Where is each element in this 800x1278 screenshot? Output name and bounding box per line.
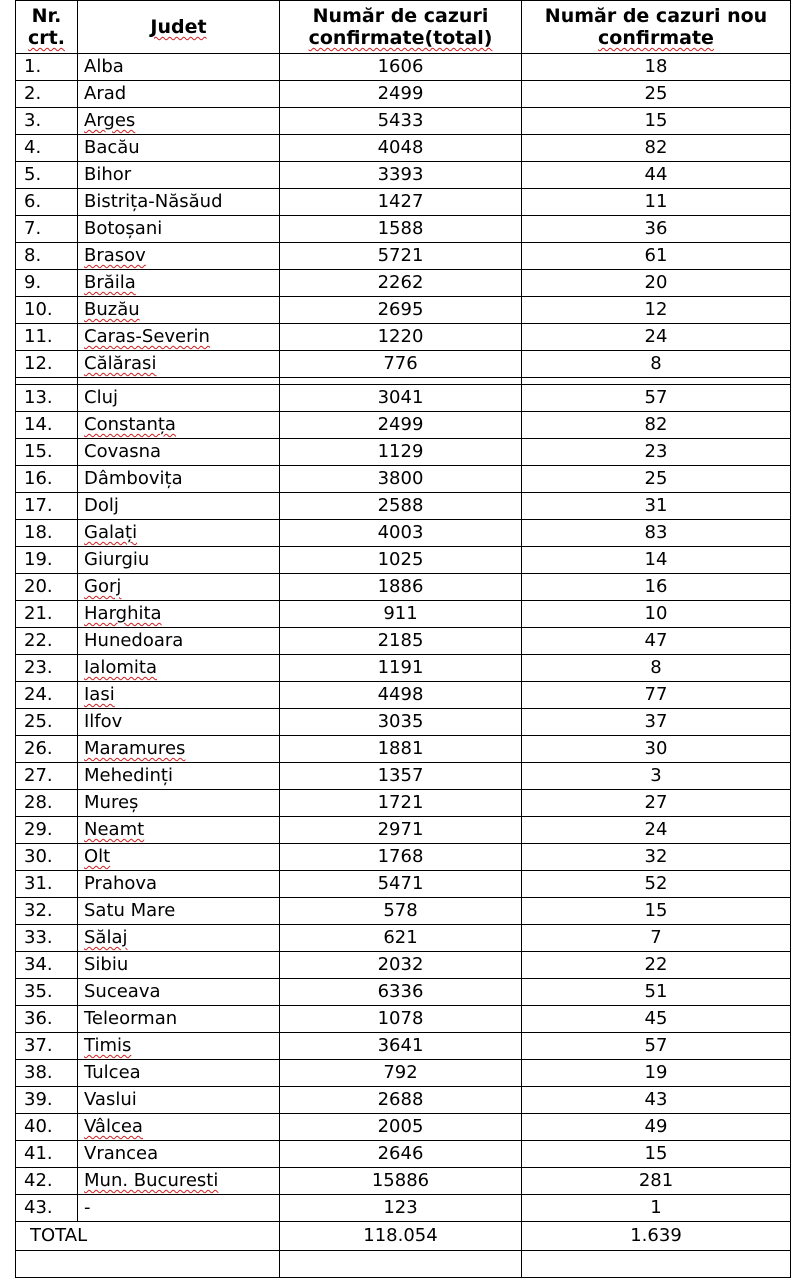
row-number: 27.	[16, 763, 78, 790]
county-name: Vaslui	[78, 1087, 280, 1114]
table-row	[16, 790, 791, 817]
row-number: 37.	[16, 1033, 78, 1060]
new-cases: 25	[522, 466, 791, 493]
total-cases: 3035	[280, 709, 522, 736]
table-row	[16, 1195, 791, 1222]
table-header-row	[16, 1, 791, 54]
table-row	[16, 81, 791, 108]
table-row	[16, 1033, 791, 1060]
county-name: Botoșani	[78, 216, 280, 243]
table-row	[16, 844, 791, 871]
total-cases: 2185	[280, 628, 522, 655]
row-number: 32.	[16, 898, 78, 925]
total-cases: 2032	[280, 952, 522, 979]
row-number: 26.	[16, 736, 78, 763]
row-number: 7.	[16, 216, 78, 243]
county-name: Bacău	[78, 135, 280, 162]
county-name: Arad	[78, 81, 280, 108]
new-cases: 36	[522, 216, 791, 243]
table-row	[16, 979, 791, 1006]
total-cases: 1191	[280, 655, 522, 682]
county-name: Dolj	[78, 493, 280, 520]
new-cases: 14	[522, 547, 791, 574]
new-cases: 16	[522, 574, 791, 601]
new-cases: 8	[522, 655, 791, 682]
new-cases: 57	[522, 1033, 791, 1060]
row-number: 24.	[16, 682, 78, 709]
new-cases: 281	[522, 1168, 791, 1195]
total-cases: 2695	[280, 297, 522, 324]
row-number: 23.	[16, 655, 78, 682]
county-name: Ilfov	[78, 709, 280, 736]
new-cases: 51	[522, 979, 791, 1006]
county-name: Mehedinți	[78, 763, 280, 790]
row-number: 14.	[16, 412, 78, 439]
table-row	[16, 108, 791, 135]
new-cases: 8	[522, 351, 791, 378]
row-number: 34.	[16, 952, 78, 979]
row-number: 3.	[16, 108, 78, 135]
new-cases: 44	[522, 162, 791, 189]
total-cases: 2499	[280, 412, 522, 439]
table-row	[16, 439, 791, 466]
table-row	[16, 817, 791, 844]
county-name: Alba	[78, 54, 280, 81]
total-cases: 2005	[280, 1114, 522, 1141]
row-number: 36.	[16, 1006, 78, 1033]
county-name: Teleorman	[78, 1006, 280, 1033]
row-number: 18.	[16, 520, 78, 547]
total-cases: 6336	[280, 979, 522, 1006]
row-number: 29.	[16, 817, 78, 844]
row-number: 11.	[16, 324, 78, 351]
county-name: Neamt	[78, 817, 280, 844]
table-row	[16, 709, 791, 736]
county-name: Satu Mare	[78, 898, 280, 925]
new-cases: 52	[522, 871, 791, 898]
new-cases: 45	[522, 1006, 791, 1033]
row-number: 38.	[16, 1060, 78, 1087]
county-name: Prahova	[78, 871, 280, 898]
row-number: 13.	[16, 385, 78, 412]
total-cases: 1886	[280, 574, 522, 601]
header-county: Judet	[78, 1, 280, 54]
new-cases: 27	[522, 790, 791, 817]
county-name: Mun. Bucuresti	[78, 1168, 280, 1195]
total-cases: 1881	[280, 736, 522, 763]
new-cases: 23	[522, 439, 791, 466]
total-cases: 3800	[280, 466, 522, 493]
county-name: Tulcea	[78, 1060, 280, 1087]
new-cases: 1	[522, 1195, 791, 1222]
total-cases: 4498	[280, 682, 522, 709]
county-name: Constanța	[78, 412, 280, 439]
county-name: Vrancea	[78, 1141, 280, 1168]
total-cases: 1025	[280, 547, 522, 574]
new-cases: 15	[522, 1141, 791, 1168]
total-new-cases-value: 1.639	[522, 1222, 791, 1251]
new-cases: 57	[522, 385, 791, 412]
total-cases: 621	[280, 925, 522, 952]
table-row	[16, 628, 791, 655]
total-cases: 2588	[280, 493, 522, 520]
row-number: 1.	[16, 54, 78, 81]
total-cases: 3393	[280, 162, 522, 189]
new-cases: 24	[522, 324, 791, 351]
row-number: 40.	[16, 1114, 78, 1141]
row-number: 35.	[16, 979, 78, 1006]
new-cases: 37	[522, 709, 791, 736]
new-cases: 43	[522, 1087, 791, 1114]
table-row	[16, 1114, 791, 1141]
total-cases: 123	[280, 1195, 522, 1222]
table-row	[16, 1168, 791, 1195]
total-cases: 911	[280, 601, 522, 628]
county-name: Gorj	[78, 574, 280, 601]
total-cases: 5471	[280, 871, 522, 898]
new-cases: 49	[522, 1114, 791, 1141]
blank-row	[16, 1251, 791, 1278]
row-number: 31.	[16, 871, 78, 898]
header-nr: Nr. crt.	[16, 1, 78, 54]
new-cases: 18	[522, 54, 791, 81]
table-row	[16, 763, 791, 790]
total-cases: 4048	[280, 135, 522, 162]
total-cases: 3041	[280, 385, 522, 412]
total-cases: 2971	[280, 817, 522, 844]
county-name: Olt	[78, 844, 280, 871]
row-number: 43.	[16, 1195, 78, 1222]
table-row	[16, 1006, 791, 1033]
total-cases-value: 118.054	[280, 1222, 522, 1251]
new-cases: 10	[522, 601, 791, 628]
total-cases: 1606	[280, 54, 522, 81]
covid-county-table-sheet	[15, 0, 790, 1278]
row-number: 33.	[16, 925, 78, 952]
table-row	[16, 574, 791, 601]
total-cases: 776	[280, 351, 522, 378]
county-name: Dâmbovița	[78, 466, 280, 493]
new-cases: 82	[522, 412, 791, 439]
total-cases: 4003	[280, 520, 522, 547]
row-number: 41.	[16, 1141, 78, 1168]
table-row	[16, 1141, 791, 1168]
county-name: Mureș	[78, 790, 280, 817]
table-row	[16, 243, 791, 270]
county-name: Sălaj	[78, 925, 280, 952]
table-row	[16, 1087, 791, 1114]
county-name: Giurgiu	[78, 547, 280, 574]
county-name: Hunedoara	[78, 628, 280, 655]
row-number: 2.	[16, 81, 78, 108]
county-name: Bihor	[78, 162, 280, 189]
table-row	[16, 216, 791, 243]
total-cases: 792	[280, 1060, 522, 1087]
table-row	[16, 655, 791, 682]
county-name: Brasov	[78, 243, 280, 270]
row-number: 8.	[16, 243, 78, 270]
table-row	[16, 189, 791, 216]
new-cases: 83	[522, 520, 791, 547]
row-number: 42.	[16, 1168, 78, 1195]
county-name: Călărasi	[78, 351, 280, 378]
total-cases: 15886	[280, 1168, 522, 1195]
county-name: Vâlcea	[78, 1114, 280, 1141]
new-cases: 25	[522, 81, 791, 108]
new-cases: 61	[522, 243, 791, 270]
table-row	[16, 270, 791, 297]
new-cases: 3	[522, 763, 791, 790]
header-total-cases: Număr de cazuri confirmate(total)	[280, 1, 522, 54]
total-cases: 1721	[280, 790, 522, 817]
total-label: TOTAL	[16, 1222, 280, 1251]
new-cases: 77	[522, 682, 791, 709]
county-name: -	[78, 1195, 280, 1222]
row-number: 20.	[16, 574, 78, 601]
county-name: Galați	[78, 520, 280, 547]
table-row	[16, 898, 791, 925]
table-row	[16, 54, 791, 81]
county-name: Suceava	[78, 979, 280, 1006]
county-name: Buzău	[78, 297, 280, 324]
new-cases: 24	[522, 817, 791, 844]
total-cases: 2262	[280, 270, 522, 297]
county-name: Cluj	[78, 385, 280, 412]
total-cases: 1427	[280, 189, 522, 216]
row-number: 10.	[16, 297, 78, 324]
row-number: 19.	[16, 547, 78, 574]
table-row	[16, 297, 791, 324]
table-row	[16, 601, 791, 628]
new-cases: 31	[522, 493, 791, 520]
table-row	[16, 1060, 791, 1087]
table-row	[16, 547, 791, 574]
table-row	[16, 412, 791, 439]
row-number: 9.	[16, 270, 78, 297]
row-number: 22.	[16, 628, 78, 655]
table-row	[16, 871, 791, 898]
county-name: Caras-Severin	[78, 324, 280, 351]
row-number: 39.	[16, 1087, 78, 1114]
row-number: 4.	[16, 135, 78, 162]
table-row	[16, 466, 791, 493]
table-row	[16, 351, 791, 378]
total-cases: 1768	[280, 844, 522, 871]
row-number: 25.	[16, 709, 78, 736]
row-number: 12.	[16, 351, 78, 378]
new-cases: 82	[522, 135, 791, 162]
total-cases: 2688	[280, 1087, 522, 1114]
row-number: 17.	[16, 493, 78, 520]
total-cases: 578	[280, 898, 522, 925]
total-cases: 1588	[280, 216, 522, 243]
county-name: Iasi	[78, 682, 280, 709]
section-gap	[16, 378, 791, 385]
county-name: Maramures	[78, 736, 280, 763]
table-row	[16, 736, 791, 763]
county-name: Sibiu	[78, 952, 280, 979]
row-number: 16.	[16, 466, 78, 493]
row-number: 5.	[16, 162, 78, 189]
county-name: Covasna	[78, 439, 280, 466]
table-row	[16, 952, 791, 979]
total-cases: 1078	[280, 1006, 522, 1033]
row-number: 21.	[16, 601, 78, 628]
new-cases: 12	[522, 297, 791, 324]
county-name: Arges	[78, 108, 280, 135]
row-number: 6.	[16, 189, 78, 216]
total-cases: 1129	[280, 439, 522, 466]
new-cases: 11	[522, 189, 791, 216]
table-row	[16, 135, 791, 162]
county-name: Harghita	[78, 601, 280, 628]
table-row	[16, 162, 791, 189]
total-cases: 2499	[280, 81, 522, 108]
new-cases: 15	[522, 108, 791, 135]
row-number: 28.	[16, 790, 78, 817]
new-cases: 7	[522, 925, 791, 952]
county-name: Timis	[78, 1033, 280, 1060]
table-row	[16, 682, 791, 709]
table-body	[16, 54, 791, 1222]
table-row	[16, 520, 791, 547]
table-row	[16, 324, 791, 351]
table-row	[16, 385, 791, 412]
county-name: Brăila	[78, 270, 280, 297]
county-name: Bistrița-Năsăud	[78, 189, 280, 216]
total-cases: 1357	[280, 763, 522, 790]
new-cases: 32	[522, 844, 791, 871]
row-number: 15.	[16, 439, 78, 466]
new-cases: 19	[522, 1060, 791, 1087]
total-cases: 3641	[280, 1033, 522, 1060]
total-cases: 2646	[280, 1141, 522, 1168]
total-cases: 5721	[280, 243, 522, 270]
table-row	[16, 493, 791, 520]
header-new-cases: Număr de cazuri nou confirmate	[522, 1, 791, 54]
new-cases: 15	[522, 898, 791, 925]
table-row	[16, 925, 791, 952]
total-cases: 5433	[280, 108, 522, 135]
total-cases: 1220	[280, 324, 522, 351]
new-cases: 30	[522, 736, 791, 763]
county-name: Ialomita	[78, 655, 280, 682]
cases-table	[15, 0, 791, 1278]
row-number: 30.	[16, 844, 78, 871]
new-cases: 47	[522, 628, 791, 655]
new-cases: 22	[522, 952, 791, 979]
total-row	[16, 1222, 791, 1251]
new-cases: 20	[522, 270, 791, 297]
